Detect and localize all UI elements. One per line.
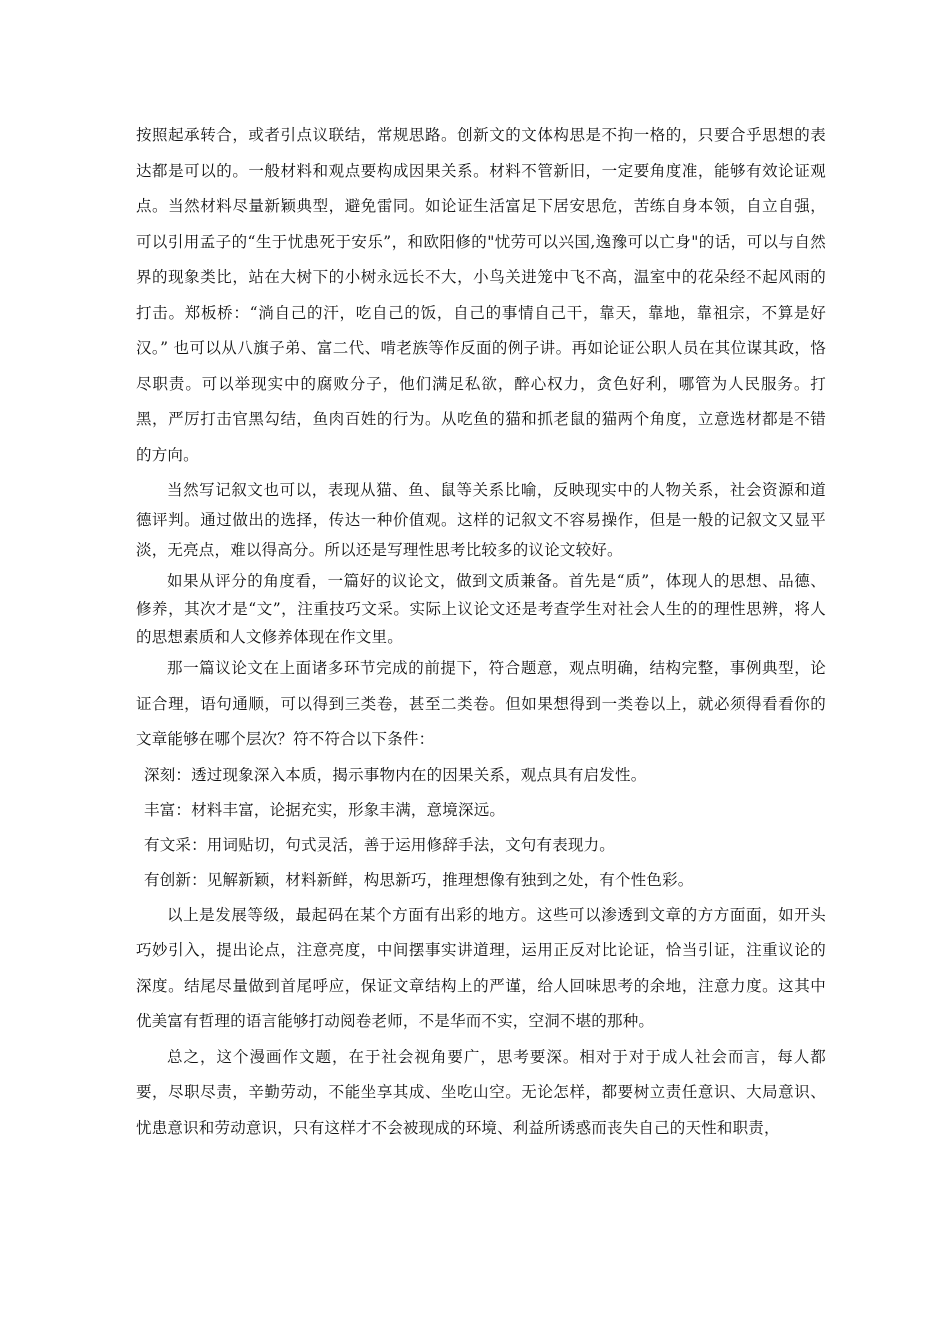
paragraph-conclusion: 总之，这个漫画作文题，在于社会视角要广，思考要深。相对于对于成人社会而言，每人都要，尽职尽责，辛勤劳动，不能坐享其成、坐吃山空。无论怎样，都要树立责任意识、大局意识、忧患意识和劳动意识，只有这样才不会被现成的环境、利益所诱惑而丧失自己的天性和职责， (136, 1047, 826, 1137)
paragraph-argument-structure: 按照起承转合，或者引点议联结，常规思路。创新文的文体构思是不拘一格的，只要合乎思想的表达都是可以的。一般材料和观点要构成因果关系。材料不管新旧，一定要角度准，能够有效论证观点。当然材料尽量新颖典型，避免雷同。如论证生活富足下居安思危，苦练自身本领，自立自强，可以引用孟子的“生于忧患死于安乐”，和欧阳修的"忧劳可以兴国,逸豫可以亡身"的话，可以与自然界的现象类比，站在大树下的小树永远长不大，小鸟关进笼中飞不高，温室中的花朵经不起风雨的打击。郑板桥：“淌自己的汗，吃自己的饭，自己的事情自己干，靠天，靠地，靠祖宗，不算是好汉。” 也可以从八旗子弟、富二代、啃老族等作反面的例子讲。再如论证公职人员在其位谋其政，恪尽职责。可以举现实中的腐败分子，他们满足私欲，醉心权力，贪色好利，哪管为人民服务。打黑，严厉打击官黑勾结，鱼肉百姓的行为。从吃鱼的猫和抓老鼠的猫两个角度，立意选材都是不错的方向。 (136, 126, 826, 464)
paragraph-narrative-option: 当然写记叙文也可以，表现从猫、鱼、鼠等关系比喻，反映现实中的人物关系，社会资源和道德评判。通过做出的选择，传达一种价值观。这样的记叙文不容易操作，但是一般的记叙文又显平淡，无亮点，难以得高分。所以还是写理性思考比较多的议论文较好。 (136, 481, 826, 559)
paragraph-scoring-view: 如果从评分的角度看，一篇好的议论文，做到文质兼备。首先是“质”，体现人的思想、品德、修养，其次才是“文”，注重技巧文采。实际上议论文还是考查学生对社会人生的的理性思辨，将人的思想素质和人文修养体现在作文里。 (136, 572, 826, 646)
condition-depth: 深刻：透过现象深入本质，揭示事物内在的因果关系，观点具有启发性。 (144, 765, 647, 784)
paragraph-development-level: 以上是发展等级，最起码在某个方面有出彩的地方。这些可以渗透到文章的方方面面，如开头巧妙引入，提出论点，注意亮度，中间摆事实讲道理，运用正反对比论证，恰当引证，注重议论的深度。结尾尽量做到首尾呼应，保证文章结构上的严谨，给人回味思考的余地，注意力度。这其中优美富有哲理的语言能够打动阅卷老师，不是华而不实，空洞不堪的那种。 (136, 905, 826, 1030)
condition-innovation: 有创新：见解新颖，材料新鲜，构思新巧，推理想像有独到之处，有个性色彩。 (144, 870, 694, 889)
document-body (136, 118, 826, 1146)
paragraph-grade-levels: 那一篇议论文在上面诸多环节完成的前提下，符合题意，观点明确，结构完整，事例典型，论证合理，语句通顺，可以得到三类卷，甚至二类卷。但如果想得到一类卷以上，就必须得看看你的文章能够在哪个层次？符不符合以下条件： (136, 659, 826, 748)
condition-literary-grace: 有文采：用词贴切，句式灵活，善于运用修辞手法，文句有表现力。 (144, 835, 616, 854)
condition-richness: 丰富：材料丰富，论据充实，形象丰满，意境深远。 (144, 800, 506, 819)
